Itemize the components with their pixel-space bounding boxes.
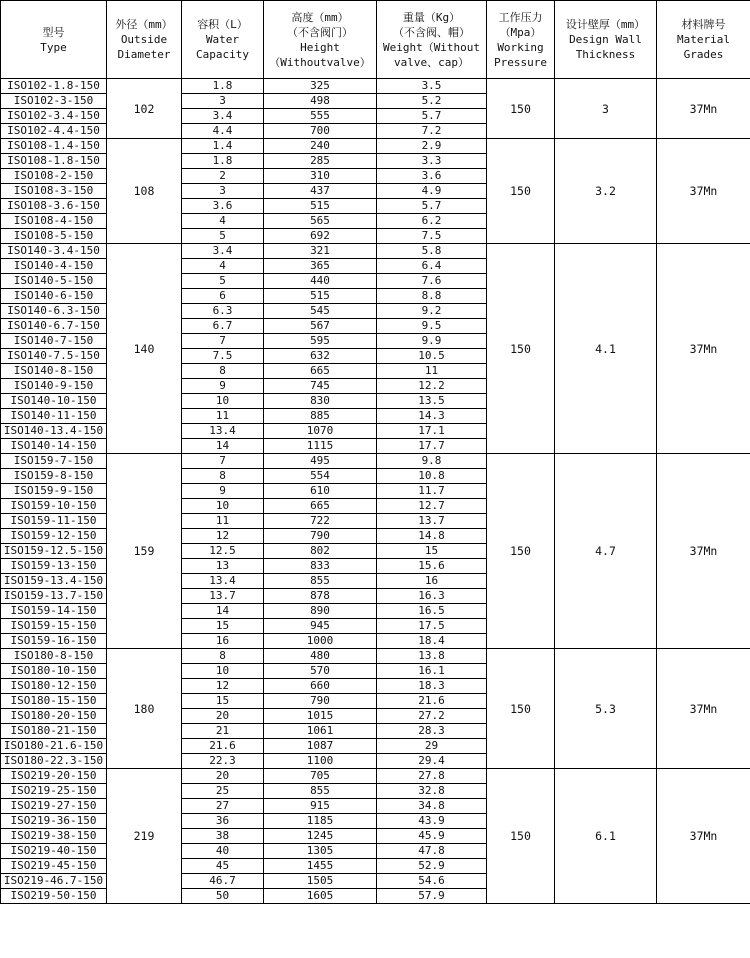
cell-height: 570	[264, 664, 377, 679]
cell-weight: 27.8	[377, 769, 487, 784]
cell-working-pressure: 150	[487, 649, 555, 769]
cell-type: ISO180-21.6-150	[1, 739, 107, 754]
cell-type: ISO102-3-150	[1, 94, 107, 109]
cell-water-capacity: 15	[182, 694, 264, 709]
table-row	[1, 139, 750, 154]
header-water-capacity: 容积（L） Water Capacity	[182, 1, 264, 79]
cell-height: 1245	[264, 829, 377, 844]
cell-weight: 17.1	[377, 424, 487, 439]
cell-weight: 28.3	[377, 724, 487, 739]
cell-type: ISO219-50-150	[1, 889, 107, 904]
cell-design-wall-thickness: 5.3	[555, 649, 657, 769]
cell-type: ISO159-15-150	[1, 619, 107, 634]
cell-water-capacity: 13.4	[182, 424, 264, 439]
cell-height: 833	[264, 559, 377, 574]
cell-type: ISO219-20-150	[1, 769, 107, 784]
cell-water-capacity: 10	[182, 394, 264, 409]
cell-weight: 16.5	[377, 604, 487, 619]
cell-type: ISO140-6.7-150	[1, 319, 107, 334]
cell-water-capacity: 22.3	[182, 754, 264, 769]
cell-type: ISO180-10-150	[1, 664, 107, 679]
cell-water-capacity: 40	[182, 844, 264, 859]
cell-type: ISO219-38-150	[1, 829, 107, 844]
cell-water-capacity: 27	[182, 799, 264, 814]
cell-type: ISO219-40-150	[1, 844, 107, 859]
cell-height: 915	[264, 799, 377, 814]
cell-water-capacity: 21.6	[182, 739, 264, 754]
cell-weight: 17.5	[377, 619, 487, 634]
cell-water-capacity: 3.6	[182, 199, 264, 214]
table-row	[1, 454, 750, 469]
cell-height: 830	[264, 394, 377, 409]
cell-weight: 14.8	[377, 529, 487, 544]
cell-weight: 32.8	[377, 784, 487, 799]
cell-weight: 16	[377, 574, 487, 589]
cell-type: ISO140-7.5-150	[1, 349, 107, 364]
cell-design-wall-thickness: 4.1	[555, 244, 657, 454]
cell-weight: 9.2	[377, 304, 487, 319]
cell-weight: 12.7	[377, 499, 487, 514]
cell-water-capacity: 8	[182, 649, 264, 664]
cell-weight: 10.5	[377, 349, 487, 364]
cell-type: ISO140-6-150	[1, 289, 107, 304]
cell-height: 1015	[264, 709, 377, 724]
cell-height: 1100	[264, 754, 377, 769]
cell-material-grade: 37Mn	[657, 649, 750, 769]
cell-weight: 10.8	[377, 469, 487, 484]
cell-water-capacity: 12	[182, 529, 264, 544]
cell-type: ISO140-3.4-150	[1, 244, 107, 259]
cell-height: 1087	[264, 739, 377, 754]
header-design-wall-thickness: 设计壁厚（mm） Design Wall Thickness	[555, 1, 657, 79]
cell-type: ISO180-21-150	[1, 724, 107, 739]
cell-type: ISO159-16-150	[1, 634, 107, 649]
cell-height: 480	[264, 649, 377, 664]
cell-height: 1305	[264, 844, 377, 859]
cell-weight: 14.3	[377, 409, 487, 424]
cell-weight: 15	[377, 544, 487, 559]
cell-weight: 43.9	[377, 814, 487, 829]
cell-height: 545	[264, 304, 377, 319]
cell-height: 554	[264, 469, 377, 484]
cell-outside-diameter: 140	[107, 244, 182, 454]
cell-working-pressure: 150	[487, 139, 555, 244]
cell-weight: 12.2	[377, 379, 487, 394]
cell-water-capacity: 13	[182, 559, 264, 574]
cell-height: 660	[264, 679, 377, 694]
table-body	[1, 79, 750, 904]
cell-weight: 6.2	[377, 214, 487, 229]
cell-type: ISO180-15-150	[1, 694, 107, 709]
cell-height: 437	[264, 184, 377, 199]
cell-weight: 57.9	[377, 889, 487, 904]
cell-type: ISO102-3.4-150	[1, 109, 107, 124]
cell-material-grade: 37Mn	[657, 79, 750, 139]
table-row	[1, 79, 750, 94]
cell-water-capacity: 5	[182, 274, 264, 289]
header-row	[1, 1, 750, 79]
table-row	[1, 649, 750, 664]
cell-weight: 5.8	[377, 244, 487, 259]
cell-type: ISO102-1.8-150	[1, 79, 107, 94]
cell-type: ISO108-3.6-150	[1, 199, 107, 214]
cell-water-capacity: 7	[182, 334, 264, 349]
table-row	[1, 769, 750, 784]
cell-height: 700	[264, 124, 377, 139]
cell-design-wall-thickness: 4.7	[555, 454, 657, 649]
cell-type: ISO159-13.4-150	[1, 574, 107, 589]
cell-height: 665	[264, 499, 377, 514]
cell-material-grade: 37Mn	[657, 244, 750, 454]
cell-weight: 16.3	[377, 589, 487, 604]
cell-height: 790	[264, 529, 377, 544]
cell-height: 555	[264, 109, 377, 124]
cell-height: 595	[264, 334, 377, 349]
cell-height: 240	[264, 139, 377, 154]
cell-water-capacity: 6.7	[182, 319, 264, 334]
cell-type: ISO219-45-150	[1, 859, 107, 874]
cell-water-capacity: 3.4	[182, 244, 264, 259]
cell-height: 440	[264, 274, 377, 289]
cell-type: ISO180-12-150	[1, 679, 107, 694]
cell-water-capacity: 2	[182, 169, 264, 184]
table-header	[1, 1, 750, 79]
cell-weight: 7.2	[377, 124, 487, 139]
cell-water-capacity: 21	[182, 724, 264, 739]
cell-height: 567	[264, 319, 377, 334]
cell-outside-diameter: 219	[107, 769, 182, 904]
cell-type: ISO219-27-150	[1, 799, 107, 814]
cell-water-capacity: 45	[182, 859, 264, 874]
cell-weight: 13.8	[377, 649, 487, 664]
cell-water-capacity: 6	[182, 289, 264, 304]
cell-height: 1605	[264, 889, 377, 904]
cell-water-capacity: 10	[182, 499, 264, 514]
cell-type: ISO140-11-150	[1, 409, 107, 424]
cell-outside-diameter: 159	[107, 454, 182, 649]
cell-water-capacity: 4.4	[182, 124, 264, 139]
cell-weight: 17.7	[377, 439, 487, 454]
cell-height: 665	[264, 364, 377, 379]
cell-type: ISO159-9-150	[1, 484, 107, 499]
cell-height: 565	[264, 214, 377, 229]
cell-weight: 18.4	[377, 634, 487, 649]
cell-weight: 27.2	[377, 709, 487, 724]
cell-weight: 5.7	[377, 109, 487, 124]
cell-weight: 16.1	[377, 664, 487, 679]
cell-height: 365	[264, 259, 377, 274]
cell-water-capacity: 25	[182, 784, 264, 799]
cell-water-capacity: 7	[182, 454, 264, 469]
cell-type: ISO140-8-150	[1, 364, 107, 379]
cell-water-capacity: 8	[182, 469, 264, 484]
cell-water-capacity: 13.7	[182, 589, 264, 604]
cell-weight: 52.9	[377, 859, 487, 874]
cell-water-capacity: 14	[182, 439, 264, 454]
cell-water-capacity: 6.3	[182, 304, 264, 319]
cell-working-pressure: 150	[487, 769, 555, 904]
cell-height: 515	[264, 199, 377, 214]
cell-type: ISO140-7-150	[1, 334, 107, 349]
cell-type: ISO102-4.4-150	[1, 124, 107, 139]
header-outside-diameter: 外径（mm） Outside Diameter	[107, 1, 182, 79]
cell-height: 1115	[264, 439, 377, 454]
cell-height: 855	[264, 784, 377, 799]
cell-height: 285	[264, 154, 377, 169]
cell-weight: 3.3	[377, 154, 487, 169]
cell-weight: 11	[377, 364, 487, 379]
cell-weight: 13.5	[377, 394, 487, 409]
cell-water-capacity: 20	[182, 769, 264, 784]
cell-water-capacity: 15	[182, 619, 264, 634]
cell-material-grade: 37Mn	[657, 769, 750, 904]
cell-weight: 8.8	[377, 289, 487, 304]
cell-water-capacity: 10	[182, 664, 264, 679]
cell-type: ISO140-6.3-150	[1, 304, 107, 319]
cell-weight: 29	[377, 739, 487, 754]
cell-weight: 47.8	[377, 844, 487, 859]
cell-water-capacity: 50	[182, 889, 264, 904]
cell-height: 321	[264, 244, 377, 259]
cell-type: ISO159-13-150	[1, 559, 107, 574]
cell-water-capacity: 11	[182, 514, 264, 529]
cell-type: ISO140-5-150	[1, 274, 107, 289]
cell-height: 610	[264, 484, 377, 499]
cell-water-capacity: 36	[182, 814, 264, 829]
header-working-pressure: 工作压力 （Mpa） Working Pressure	[487, 1, 555, 79]
cell-water-capacity: 46.7	[182, 874, 264, 889]
cell-height: 945	[264, 619, 377, 634]
table-row	[1, 244, 750, 259]
cell-type: ISO159-13.7-150	[1, 589, 107, 604]
cell-type: ISO159-11-150	[1, 514, 107, 529]
header-height: 高度（mm） （不含阀门） Height （Withoutvalve）	[264, 1, 377, 79]
cell-type: ISO108-4-150	[1, 214, 107, 229]
cell-weight: 3.6	[377, 169, 487, 184]
cell-weight: 54.6	[377, 874, 487, 889]
header-type: 型号 Type	[1, 1, 107, 79]
cell-height: 802	[264, 544, 377, 559]
cell-weight: 6.4	[377, 259, 487, 274]
cell-weight: 45.9	[377, 829, 487, 844]
cell-weight: 15.6	[377, 559, 487, 574]
cell-water-capacity: 12.5	[182, 544, 264, 559]
cell-height: 325	[264, 79, 377, 94]
cell-type: ISO140-4-150	[1, 259, 107, 274]
cell-height: 1455	[264, 859, 377, 874]
cell-weight: 5.2	[377, 94, 487, 109]
cell-water-capacity: 11	[182, 409, 264, 424]
cell-weight: 4.9	[377, 184, 487, 199]
cell-working-pressure: 150	[487, 244, 555, 454]
cell-weight: 7.5	[377, 229, 487, 244]
cell-height: 878	[264, 589, 377, 604]
cell-water-capacity: 9	[182, 379, 264, 394]
cell-weight: 9.8	[377, 454, 487, 469]
cell-water-capacity: 12	[182, 679, 264, 694]
cell-type: ISO108-5-150	[1, 229, 107, 244]
cell-water-capacity: 3	[182, 184, 264, 199]
cell-design-wall-thickness: 6.1	[555, 769, 657, 904]
cell-water-capacity: 4	[182, 214, 264, 229]
cell-design-wall-thickness: 3.2	[555, 139, 657, 244]
cell-type: ISO140-10-150	[1, 394, 107, 409]
cell-water-capacity: 4	[182, 259, 264, 274]
cell-type: ISO159-12-150	[1, 529, 107, 544]
cell-weight: 9.9	[377, 334, 487, 349]
cell-height: 885	[264, 409, 377, 424]
cell-height: 890	[264, 604, 377, 619]
cell-outside-diameter: 102	[107, 79, 182, 139]
cell-water-capacity: 13.4	[182, 574, 264, 589]
cell-water-capacity: 9	[182, 484, 264, 499]
cell-water-capacity: 1.8	[182, 79, 264, 94]
cell-height: 705	[264, 769, 377, 784]
cell-water-capacity: 16	[182, 634, 264, 649]
cell-type: ISO108-3-150	[1, 184, 107, 199]
cell-height: 855	[264, 574, 377, 589]
cell-height: 632	[264, 349, 377, 364]
cell-weight: 18.3	[377, 679, 487, 694]
cell-type: ISO219-46.7-150	[1, 874, 107, 889]
cell-height: 722	[264, 514, 377, 529]
cell-weight: 7.6	[377, 274, 487, 289]
cell-water-capacity: 3	[182, 94, 264, 109]
cell-working-pressure: 150	[487, 454, 555, 649]
cell-height: 515	[264, 289, 377, 304]
cell-type: ISO140-13.4-150	[1, 424, 107, 439]
cell-water-capacity: 38	[182, 829, 264, 844]
cell-water-capacity: 1.4	[182, 139, 264, 154]
cell-type: ISO180-20-150	[1, 709, 107, 724]
cell-weight: 3.5	[377, 79, 487, 94]
cell-weight: 13.7	[377, 514, 487, 529]
cell-weight: 34.8	[377, 799, 487, 814]
cell-height: 1061	[264, 724, 377, 739]
cell-type: ISO108-1.4-150	[1, 139, 107, 154]
cell-height: 1185	[264, 814, 377, 829]
cell-weight: 5.7	[377, 199, 487, 214]
cell-type: ISO219-36-150	[1, 814, 107, 829]
cell-water-capacity: 7.5	[182, 349, 264, 364]
cell-material-grade: 37Mn	[657, 139, 750, 244]
cell-type: ISO140-9-150	[1, 379, 107, 394]
cell-height: 1000	[264, 634, 377, 649]
cell-type: ISO180-22.3-150	[1, 754, 107, 769]
cell-type: ISO159-14-150	[1, 604, 107, 619]
cell-height: 1505	[264, 874, 377, 889]
cell-type: ISO108-2-150	[1, 169, 107, 184]
cell-type: ISO219-25-150	[1, 784, 107, 799]
cell-outside-diameter: 108	[107, 139, 182, 244]
header-weight: 重量（Kg） （不含阀、帽） Weight（Without valve、cap）	[377, 1, 487, 79]
cell-type: ISO140-14-150	[1, 439, 107, 454]
cell-material-grade: 37Mn	[657, 454, 750, 649]
cell-height: 498	[264, 94, 377, 109]
cell-height: 692	[264, 229, 377, 244]
cell-type: ISO180-8-150	[1, 649, 107, 664]
cell-height: 790	[264, 694, 377, 709]
cell-type: ISO159-8-150	[1, 469, 107, 484]
cell-height: 495	[264, 454, 377, 469]
cell-water-capacity: 8	[182, 364, 264, 379]
cell-type: ISO159-12.5-150	[1, 544, 107, 559]
cell-weight: 21.6	[377, 694, 487, 709]
cell-height: 1070	[264, 424, 377, 439]
cell-height: 310	[264, 169, 377, 184]
cell-water-capacity: 14	[182, 604, 264, 619]
cell-weight: 2.9	[377, 139, 487, 154]
cell-water-capacity: 5	[182, 229, 264, 244]
cell-working-pressure: 150	[487, 79, 555, 139]
cell-type: ISO159-7-150	[1, 454, 107, 469]
cell-outside-diameter: 180	[107, 649, 182, 769]
cell-water-capacity: 3.4	[182, 109, 264, 124]
cell-type: ISO159-10-150	[1, 499, 107, 514]
cell-height: 745	[264, 379, 377, 394]
cell-water-capacity: 1.8	[182, 154, 264, 169]
header-material-grades: 材料牌号 Material Grades	[657, 1, 750, 79]
cell-water-capacity: 20	[182, 709, 264, 724]
cell-weight: 11.7	[377, 484, 487, 499]
cell-type: ISO108-1.8-150	[1, 154, 107, 169]
cell-weight: 9.5	[377, 319, 487, 334]
cell-design-wall-thickness: 3	[555, 79, 657, 139]
cell-weight: 29.4	[377, 754, 487, 769]
